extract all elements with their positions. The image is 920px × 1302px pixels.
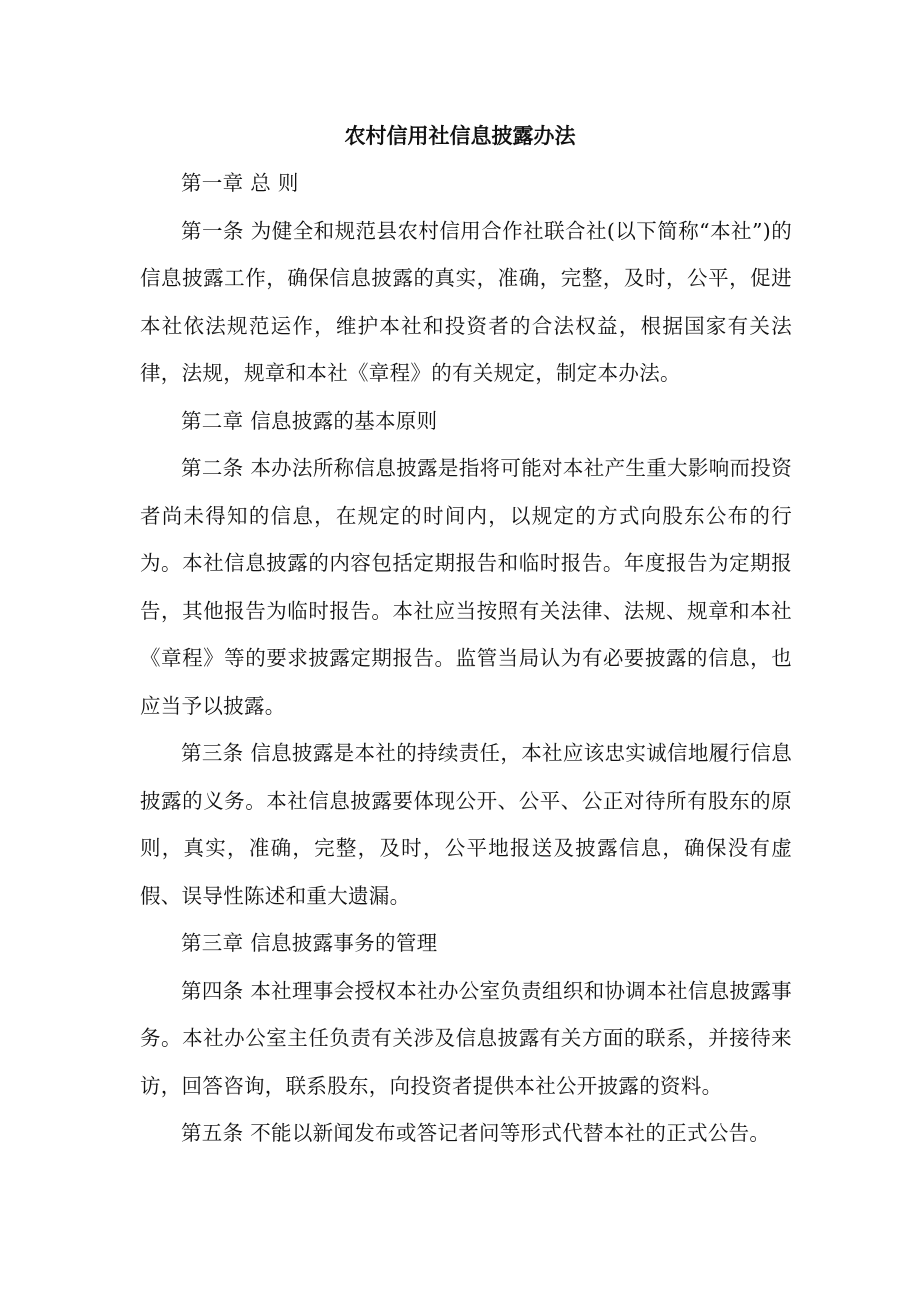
article-2: 第二条 本办法所称信息披露是指将可能对本社产生重大影响而投资者尚未得知的信息，在规定的时间内，以规定的方式向股东公布的行为。本社信息披露的内容包括定期报告和临时报告。年度报告为定期报告，其他报告为临时报告。本社应当按照有关法律、法规、规章和本社《章程》等的要求披露定期报告。监管当局认为有必要披露的信息，也应当予以披露。	[140, 456, 792, 718]
article-4: 第四条 本社理事会授权本社办公室负责组织和协调本社信息披露事务。本社办公室主任负责有关涉及信息披露有关方面的联系，并接待来访，回答咨询，联系股东，向投资者提供本社公开披露的资料。	[140, 978, 792, 1098]
article-1: 第一条 为健全和规范县农村信用合作社联合社(以下简称“本社”)的信息披露工作，确保信息披露的真实，准确，完整，及时，公平，促进本社依法规范运作，维护本社和投资者的合法权益，根据国家有关法律，法规，规章和本社《章程》的有关规定，制定本办法。	[140, 218, 792, 385]
document-body	[140, 160, 792, 1158]
chapter-heading-2: 第二章 信息披露的基本原则	[181, 408, 438, 433]
chapter-heading-3: 第三章 信息披露事务的管理	[181, 931, 438, 955]
article-3: 第三条 信息披露是本社的持续责任，本社应该忠实诚信地履行信息披露的义务。本社信息披露要体现公开、公平、公正对待所有股东的原则，真实，准确，完整，及时，公平地报送及披露信息，确保没有虚假、误导性陈述和重大遗漏。	[140, 741, 792, 908]
chapter-heading-1: 第一章 总 则	[181, 171, 299, 195]
document-title: 农村信用社信息披露办法	[344, 123, 576, 148]
article-5: 第五条 不能以新闻发布或答记者问等形式代替本社的正式公告。	[181, 1121, 771, 1145]
